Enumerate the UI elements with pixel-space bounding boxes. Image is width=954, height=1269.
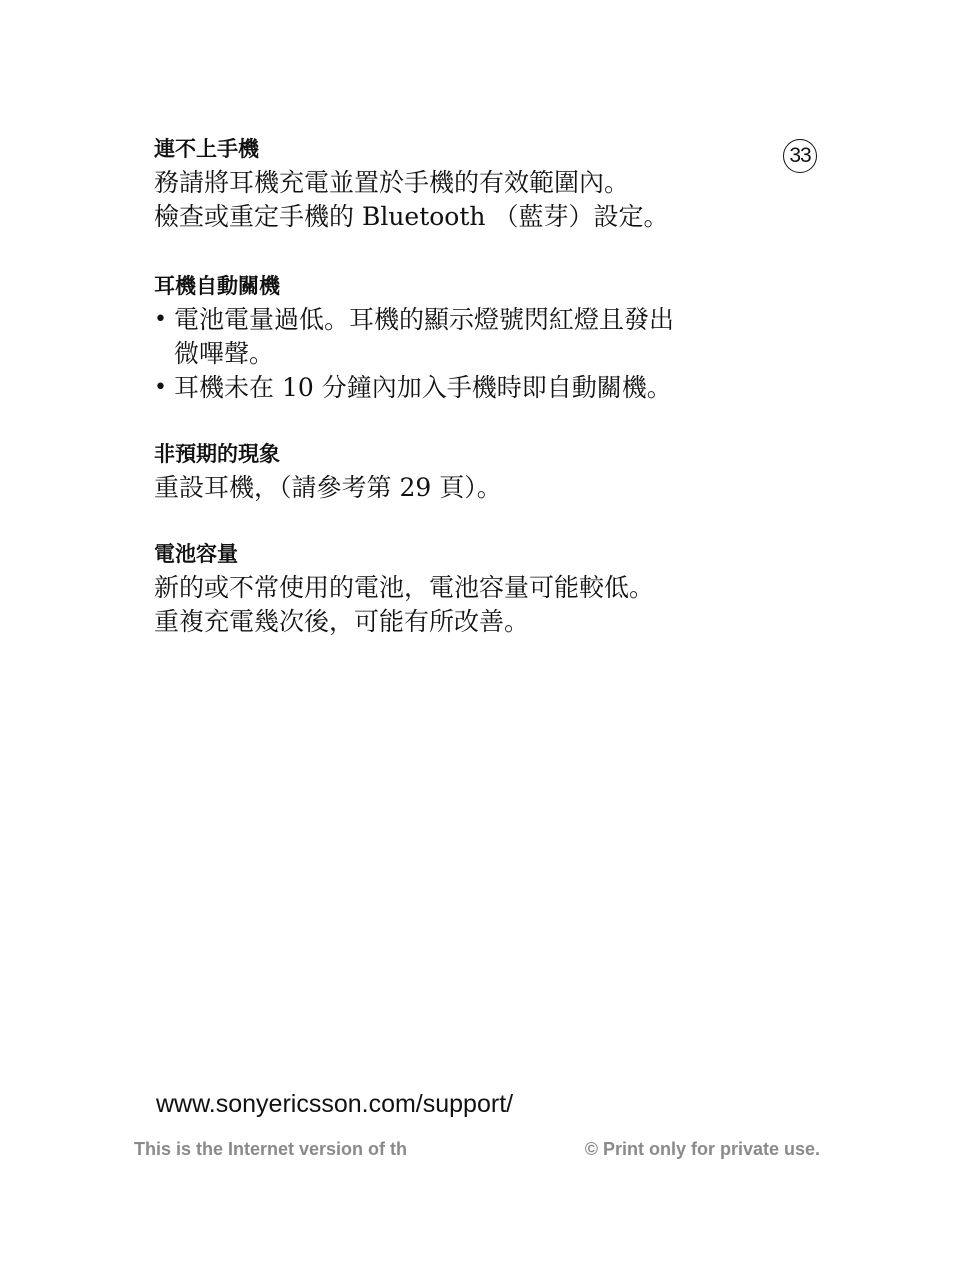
bullet-text: 耳機未在 10 分鐘內加入手機時即自動關機。 — [174, 373, 672, 402]
paragraph-line: 新的或不常使用的電池，電池容量可能較低。 — [154, 573, 655, 602]
page-number: 33 — [783, 139, 817, 173]
paragraph-line: 檢查或重定手機的 Bluetooth （藍芽）設定。 — [154, 202, 669, 231]
list-item — [154, 303, 794, 371]
paragraph-line: 重複充電幾次後，可能有所改善。 — [154, 607, 530, 636]
bullet-icon: • — [154, 307, 167, 332]
section-heading: 耳機自動關機 — [154, 274, 280, 298]
private-use-notice: © Print only for private use. — [584, 1139, 820, 1159]
section-unexpected-behavior — [154, 441, 794, 505]
section-heading: 連不上手機 — [154, 137, 259, 161]
section-heading: 非預期的現象 — [154, 442, 280, 466]
list-item — [154, 371, 794, 405]
paragraph-line: 重設耳機，（請參考第 29 頁）。 — [154, 473, 502, 502]
bullet-text: 電池電量過低。耳機的顯示燈號閃紅燈且發出 — [174, 305, 675, 334]
section-auto-power-off — [154, 273, 794, 405]
section-heading: 電池容量 — [154, 542, 238, 566]
section-cannot-connect — [154, 136, 794, 234]
bullet-text: 微嗶聲。 — [174, 339, 275, 368]
internet-version-notice: This is the Internet version of th — [134, 1139, 408, 1159]
section-battery-capacity — [154, 541, 794, 639]
support-url: www.sonyericsson.com/support/ — [156, 1090, 514, 1118]
bullet-icon: • — [154, 375, 167, 400]
bullet-list — [154, 303, 794, 405]
paragraph-line: 務請將耳機充電並置於手機的有效範圍內。 — [154, 168, 630, 197]
